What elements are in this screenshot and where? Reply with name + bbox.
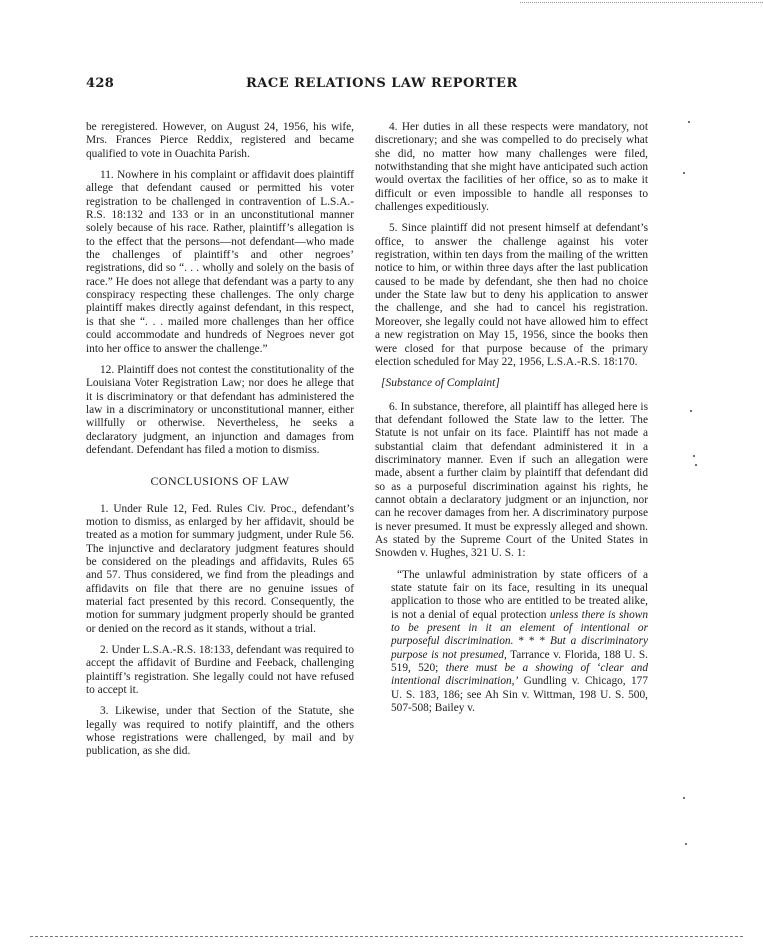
scan-speck — [685, 843, 687, 845]
conclusion-2: 2. Under L.S.A.-R.S. 18:133, defendant was required to accept the affidavit of Burdine and Feeback, challenging plaintiff’s registration. She legally could not have refused to accept it. — [86, 644, 354, 697]
bracket-heading-substance-of-complaint: [Substance of Complaint] — [381, 377, 500, 390]
quote-part-3: * * * — [513, 635, 551, 648]
heading-conclusions-of-law: CONCLUSIONS OF LAW — [150, 474, 290, 489]
conclusion-3: 3. Likewise, under that Section of the Statute, she legally was required to notify plaintiff, and the others whose registrations were challenged, by mail and by publication, as she did. — [86, 705, 354, 758]
scan-speck — [695, 464, 697, 466]
paragraph-continued: be reregistered. However, on August 24, 1956, his wife, Mrs. Frances Pierce Reddix, registered and became qualified to vote in Ouachita Parish. — [86, 121, 354, 160]
snowden-quotation — [391, 569, 648, 716]
quote-part-6: there must be a showing of ‘clear and intentional discrimination,’ — [391, 662, 648, 688]
conclusion-6: 6. In substance, therefore, all plaintiff has alleged here is that defendant followed the State law to the letter. The Statute is not unfair on its face. Plaintiff has not made a substantial claim that defendant administered it in a discriminatory manner. Even if such an allegation were made, absent a further claim by plaintiff that defendant did so as a purposeful discrimination against his rights, he cannot obtain a declaratory judgment or an injunction, nor can he recover damages from her. A discriminatory purpose is never presumed. It must be expressly alleged and shown. As stated by the Supreme Court of the United States in Snowden v. Hughes, 321 U. S. 1: — [375, 400, 648, 560]
scan-speck — [683, 172, 685, 174]
quotation-text — [391, 569, 648, 716]
right-column — [375, 121, 648, 715]
page-number: 428 — [86, 76, 115, 91]
quote-part-7: Gundling v. Chicago, 177 U. S. 183, 186; see Ah Sin v. Wittman, 198 U. S. 500, 507-508; Bailey v. — [391, 675, 648, 715]
running-title: RACE RELATIONS LAW REPORTER — [246, 76, 518, 91]
scan-speck — [690, 410, 692, 412]
conclusion-1: 1. Under Rule 12, Fed. Rules Civ. Proc., defendant’s motion to dismiss, as enlarged by her affidavit, should be treated as a motion for summary judgment, under Rule 56. The injunctive and declaratory judgment features should be considered on the pleadings and affidavits, Rules 65 and 57. Thus considered, we find from the pleadings and affidavits on file that there are no genuine issues of material fact presented by this record. Consequently, the motion for summary judgment properly should be granted or denied on the record as it stands, without a trial. — [86, 502, 354, 635]
quote-part-5: Tarrance v. Florida, 188 U. S. 519, 520; — [391, 648, 648, 675]
quote-part-1: “The unlawful administration by state officers of a state statute fair on its face, resulting in its unequal application to those who are entitled to be treated alike, is not a denial of equal protection — [391, 568, 648, 621]
scan-speck — [683, 797, 685, 799]
quote-part-4: But a discriminatory purpose is not presumed, — [391, 635, 649, 661]
scan-speck — [693, 455, 695, 457]
left-column — [86, 121, 354, 767]
scan-speck — [688, 121, 690, 123]
scan-bottom-edge — [30, 936, 743, 937]
conclusion-5: 5. Since plaintiff did not present himself at defendant’s office, to answer the challenge against his voter registration, within ten days from the mailing of the written notice to him, or within three days after the last publication caused to be made by defendant, she then had no choice under the State law but to deny his application to answer the challenge, and she had to cancel his registration. Moreover, she legally could not have allowed him to effect a new registration on May 15, 1956, since the books then were closed for that purpose because of the primary election scheduled for May 22, 1956, L.S.A.-R.S. 18:170. — [375, 222, 648, 368]
scan-top-edge — [520, 2, 763, 3]
paragraph-12: 12. Plaintiff does not contest the constitutionality of the Louisiana Voter Registration Law; nor does he allege that it is discriminatory or that defendant has administered the law in a discriminatory or unconstitutional manner, either willfully or otherwise. Nevertheless, he seeks a declaratory judgment, an injunction and damages from defendant. Defendant has filed a motion to dismiss. — [86, 363, 354, 456]
conclusion-4: 4. Her duties in all these respects were mandatory, not discretionary; and she was compelled to do precisely what she did, no matter how many challenges were filed, notwithstanding that she might have anticipated such action would overtax the facilities of her office, so as to make it difficult or even impossible to handle all responses to challenges expeditiously. — [375, 121, 648, 214]
paragraph-11: 11. Nowhere in his complaint or affidavit does plaintiff allege that defendant caused or permitted his voter registration to be challenged in contravention of L.S.A.-R.S. 18:132 and 133 or in an unconstitutional manner solely because of his race. Rather, plaintiff’s allegation is to the effect that the persons—not defendant—who made the challenges of plaintiff’s and other negroes’ registrations, did so “. . . wholly and solely on the basis of race.” He does not allege that defendant was a party to any conspiracy respecting these challenges. The only charge plaintiff makes directly against defendant, in this respect, is that she “. . . mailed more challenges than her office could accommodate and hundreds of Negroes never got into her office to answer the challenge.” — [86, 169, 354, 355]
quote-part-2: unless there is shown to be present in it an element of intentional or purposeful discrimination. — [391, 608, 648, 648]
